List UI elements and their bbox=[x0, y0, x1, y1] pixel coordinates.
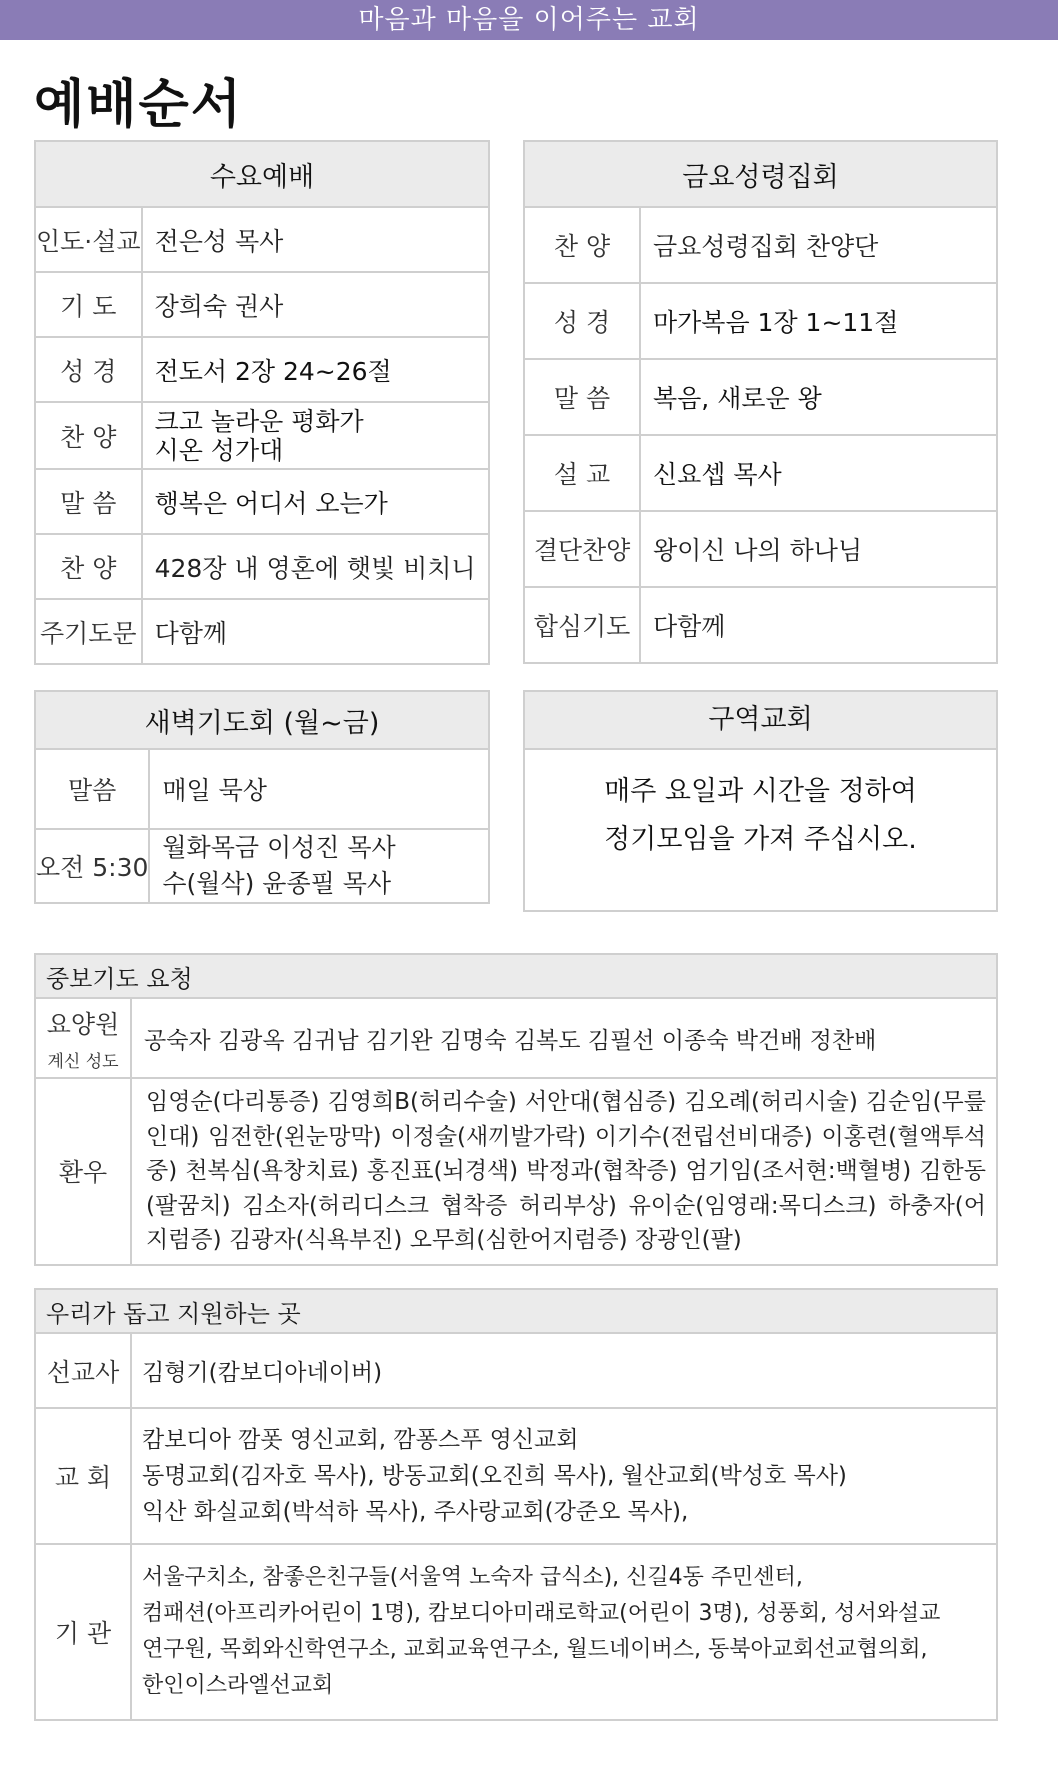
table-row bbox=[35, 402, 489, 469]
row-value: 공숙자 김광옥 김귀남 김기완 김명숙 김복도 김필선 이종숙 박건배 정찬배 bbox=[131, 998, 997, 1078]
row-label: 주기도문 bbox=[35, 599, 142, 664]
row-value bbox=[149, 829, 489, 903]
row-label: 성 경 bbox=[35, 337, 142, 402]
row-label: 환우 bbox=[35, 1078, 131, 1265]
value-line: 동명교회(김자호 목사), 방동교회(오진희 목사), 월산교회(박성호 목사) bbox=[142, 1463, 847, 1489]
table-row bbox=[524, 587, 997, 663]
row-label: 말씀 bbox=[35, 749, 149, 829]
table-row bbox=[35, 749, 489, 829]
row-label bbox=[35, 998, 131, 1078]
value-line: 캄보디아 깜폿 영신교회, 깜퐁스푸 영신교회 bbox=[142, 1427, 579, 1453]
value-line: 컴패션(아프리카어린이 1명), 캄보디아미래로학교(어린이 3명), 성풍회, 성서와설교 bbox=[142, 1601, 941, 1626]
row-value: 임영순(다리통증) 김영희B(허리수술) 서안대(협심증) 김오례(허리시술) 김순임(무릎인대) 임전한(왼눈망막) 이정술(새끼발가락) 이기수(전립선비대증) 이홍련(혈액투석중) 천복심(욕창치료) 홍진표(뇌경색) 박정과(협착증) 엄기임(조서현:백혈병) 김한동(팔꿈치) 김소자(허리디스크 협착증 허리부상) 유이순(임영래:목디스크) 하충자(어지럼증) 김광자(식욕부진) 오무희(심한어지럼증) 장광인(팔) bbox=[131, 1078, 997, 1265]
row-value: 전은성 목사 bbox=[142, 207, 489, 272]
row-label: 설 교 bbox=[524, 435, 640, 511]
row-value: 금요성령집회 찬양단 bbox=[640, 207, 997, 283]
table-row bbox=[35, 1333, 997, 1408]
label-text: 요양원 bbox=[46, 1009, 120, 1039]
table-row bbox=[35, 1078, 997, 1265]
friday-heading: 금요성령집회 bbox=[524, 141, 997, 207]
value-line: 익산 화실교회(박석하 목사), 주사랑교회(강준오 목사), bbox=[142, 1499, 689, 1525]
row-value: 장희숙 권사 bbox=[142, 272, 489, 337]
value-line: 한인이스라엘선교회 bbox=[142, 1673, 334, 1698]
friday-service-table bbox=[523, 140, 998, 664]
page-title: 예배순서 bbox=[34, 75, 243, 135]
row-value: 왕이신 나의 하나님 bbox=[640, 511, 997, 587]
row-label: 합심기도 bbox=[524, 587, 640, 663]
row-value: 428장 내 영혼에 햇빛 비치니 bbox=[142, 534, 489, 599]
value-line: 월화목금 이성진 목사 bbox=[162, 833, 396, 862]
prayer-request-table bbox=[34, 953, 998, 1266]
table-row bbox=[524, 359, 997, 435]
district-body bbox=[525, 750, 996, 864]
table-row bbox=[524, 435, 997, 511]
top-banner: 마음과 마음을 이어주는 교회 bbox=[0, 0, 1058, 40]
row-label: 말 씀 bbox=[35, 469, 142, 534]
row-value: 복음, 새로운 왕 bbox=[640, 359, 997, 435]
row-label: 성 경 bbox=[524, 283, 640, 359]
row-label: 선교사 bbox=[35, 1333, 131, 1408]
table-row bbox=[35, 1544, 997, 1720]
row-label: 결단찬양 bbox=[524, 511, 640, 587]
support-heading: 우리가 돕고 지원하는 곳 bbox=[35, 1289, 997, 1333]
row-label: 인도·설교 bbox=[35, 207, 142, 272]
wednesday-heading: 수요예배 bbox=[35, 141, 489, 207]
district-line: 정기모임을 가져 주십시오. bbox=[604, 824, 917, 855]
row-value: 신요셉 목사 bbox=[640, 435, 997, 511]
table-row bbox=[35, 534, 489, 599]
value-line: 크고 놀라운 평화가 bbox=[154, 406, 364, 436]
value-line: 연구원, 목회와신학연구소, 교회교육연구소, 월드네이버스, 동북아교회선교협의회, bbox=[142, 1637, 928, 1662]
district-line: 매주 요일과 시간을 정하여 bbox=[604, 776, 917, 807]
row-value: 매일 묵상 bbox=[149, 749, 489, 829]
table-row bbox=[524, 511, 997, 587]
dawn-heading: 새벽기도회 (월~금) bbox=[35, 691, 489, 749]
table-row bbox=[35, 599, 489, 664]
row-value: 김형기(캄보디아네이버) bbox=[131, 1333, 997, 1408]
table-row bbox=[524, 283, 997, 359]
row-label: 기 도 bbox=[35, 272, 142, 337]
table-row bbox=[35, 998, 997, 1078]
table-row bbox=[35, 829, 489, 903]
label-subtext: 계신 성도 bbox=[47, 1051, 119, 1072]
row-label: 찬 양 bbox=[524, 207, 640, 283]
table-row bbox=[524, 207, 997, 283]
table-row bbox=[35, 1408, 997, 1544]
row-label: 말 씀 bbox=[524, 359, 640, 435]
row-value: 다함께 bbox=[640, 587, 997, 663]
row-value: 다함께 bbox=[142, 599, 489, 664]
row-value: 행복은 어디서 오는가 bbox=[142, 469, 489, 534]
district-church-box bbox=[523, 690, 998, 912]
wednesday-service-table bbox=[34, 140, 490, 665]
prayer-heading: 중보기도 요청 bbox=[35, 954, 997, 998]
district-heading: 구역교회 bbox=[525, 692, 996, 750]
row-value bbox=[142, 402, 489, 469]
row-value bbox=[131, 1544, 997, 1720]
row-value: 전도서 2장 24~26절 bbox=[142, 337, 489, 402]
row-label: 기 관 bbox=[35, 1544, 131, 1720]
value-line: 시온 성가대 bbox=[154, 435, 284, 465]
row-label: 교 회 bbox=[35, 1408, 131, 1544]
table-row bbox=[35, 272, 489, 337]
table-row bbox=[35, 337, 489, 402]
row-label: 찬 양 bbox=[35, 402, 142, 469]
row-value: 마가복음 1장 1~11절 bbox=[640, 283, 997, 359]
value-line: 수(월삭) 윤종필 목사 bbox=[162, 869, 391, 898]
row-label: 찬 양 bbox=[35, 534, 142, 599]
table-row bbox=[35, 469, 489, 534]
table-row bbox=[35, 207, 489, 272]
row-value bbox=[131, 1408, 997, 1544]
support-table bbox=[34, 1288, 998, 1721]
dawn-prayer-table bbox=[34, 690, 490, 904]
value-line: 서울구치소, 참좋은친구들(서울역 노숙자 급식소), 신길4동 주민센터, bbox=[142, 1565, 803, 1590]
row-label: 오전 5:30 bbox=[35, 829, 149, 903]
